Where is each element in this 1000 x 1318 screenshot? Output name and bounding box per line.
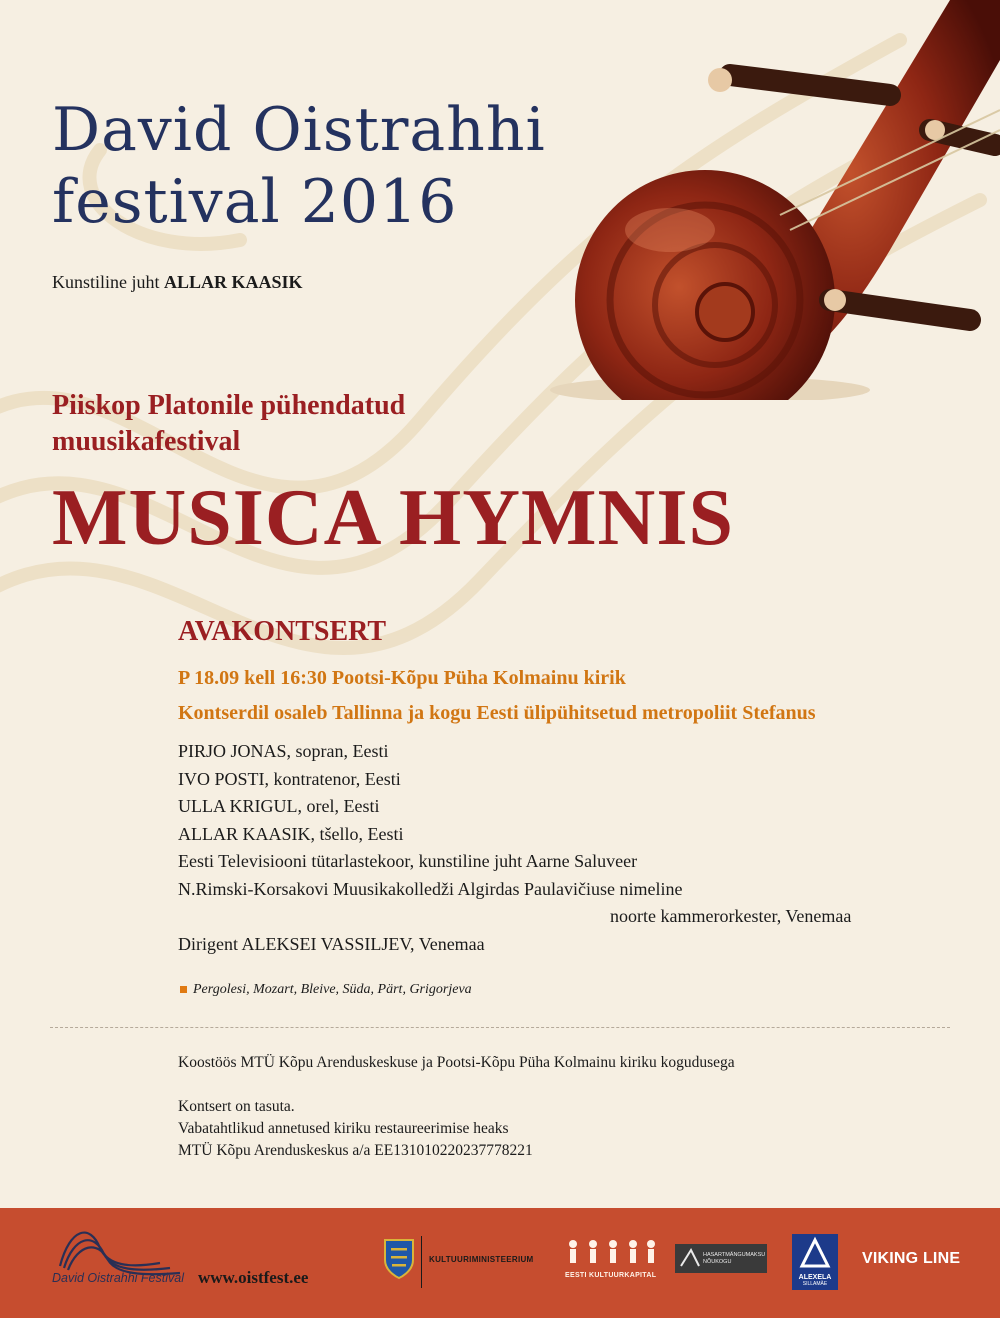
concert-date-place: P 18.09 kell 16:30 Pootsi-Kõpu Püha Kolmainu kirik <box>178 667 626 689</box>
concert-guest: Kontserdil osaleb Tallinna ja kogu Eesti ülipühitsetud metropoliit Stefanus <box>178 702 816 724</box>
footer-logo-text: David Oistrahhi Festival <box>52 1271 184 1285</box>
sponsor-label: KULTUURIMINISTEERIUM <box>429 1255 534 1264</box>
festival-name: MUSICA HYMNIS <box>52 474 734 562</box>
festival-title-line2: festival 2016 <box>52 167 458 237</box>
festival-website-link[interactable]: www.oistfest.ee <box>198 1268 309 1287</box>
cooperation-note: Koostöös MTÜ Kõpu Arenduskeskuse ja Pootsi-Kõpu Püha Kolmainu kiriku kogudusega <box>178 1054 735 1071</box>
sponsor-kultuurkapital <box>563 1236 658 1296</box>
composers-text: Pergolesi, Mozart, Bleive, Süda, Pärt, Grigorjeva <box>193 982 472 997</box>
sponsor-hasartmangumaksu <box>675 1244 767 1273</box>
dashed-divider <box>50 1027 950 1028</box>
sponsor-sublabel: SILLAMÄE <box>802 1281 828 1287</box>
composer-list <box>180 982 472 998</box>
performer-item: N.Rimski-Korsakovi Muusikakolledži Algirdas Paulavičiuse nimeline <box>178 878 683 899</box>
performer-list <box>178 738 938 958</box>
festival-logo-icon <box>50 1218 200 1298</box>
festival-title-line1: David Oistrahhi <box>52 95 546 165</box>
estonian-crest-icon <box>383 1238 415 1280</box>
sponsor-kultuuriministeerium <box>383 1236 553 1291</box>
donation-note: Vabatahtlikud annetused kiriku restaureerimise heaks <box>178 1120 509 1137</box>
performer-item: IVO POSTI, kontratenor, Eesti <box>178 768 401 789</box>
sponsor-alexela <box>792 1234 838 1290</box>
performer-item: ULLA KRIGUL, orel, Eesti <box>178 796 380 816</box>
performer-item: PIRJO JONAS, sopran, Eesti <box>178 741 389 761</box>
festival-subtitle: Piiskop Platonile pühendatud muusikafestival <box>52 390 406 457</box>
hasartmangu-logo-icon <box>677 1244 703 1273</box>
kultuurkapital-figures-icon <box>563 1236 658 1270</box>
sponsor-label: ALEXELA <box>798 1274 832 1281</box>
director-label: Kunstiline juht <box>52 272 160 292</box>
alexela-logo-icon <box>792 1234 838 1272</box>
artistic-director <box>52 272 303 293</box>
sponsor-footer <box>0 1208 1000 1318</box>
violin-scroll-illustration <box>530 0 1000 400</box>
bank-account: MTÜ Kõpu Arenduskeskus a/a EE131010220237778221 <box>178 1142 533 1159</box>
sponsor-label: EESTI KULTUURKAPITAL <box>565 1272 657 1279</box>
performer-item: Eesti Televisiooni tütarlastekoor, kunstiline juht Aarne Saluveer <box>178 851 638 871</box>
logo-separator <box>421 1236 422 1288</box>
performer-item: ALLAR KAASIK, tšello, Eesti <box>178 823 404 844</box>
sponsor-viking-line: VIKING LINE <box>862 1250 961 1267</box>
concert-heading: AVAKONTSERT <box>178 616 387 647</box>
performer-item: Dirigent ALEKSEI VASSILJEV, Venemaa <box>178 933 485 954</box>
bullet-square-icon <box>180 986 187 993</box>
director-name: ALLAR KAASIK <box>164 272 303 292</box>
entry-info <box>178 1096 533 1162</box>
performer-item: noorte kammerorkester, Venemaa <box>610 906 852 926</box>
free-entry-note: Kontsert on tasuta. <box>178 1098 295 1115</box>
sponsor-label: HASARTMÄNGUMAKSU NÕUKOGU <box>703 1252 766 1265</box>
